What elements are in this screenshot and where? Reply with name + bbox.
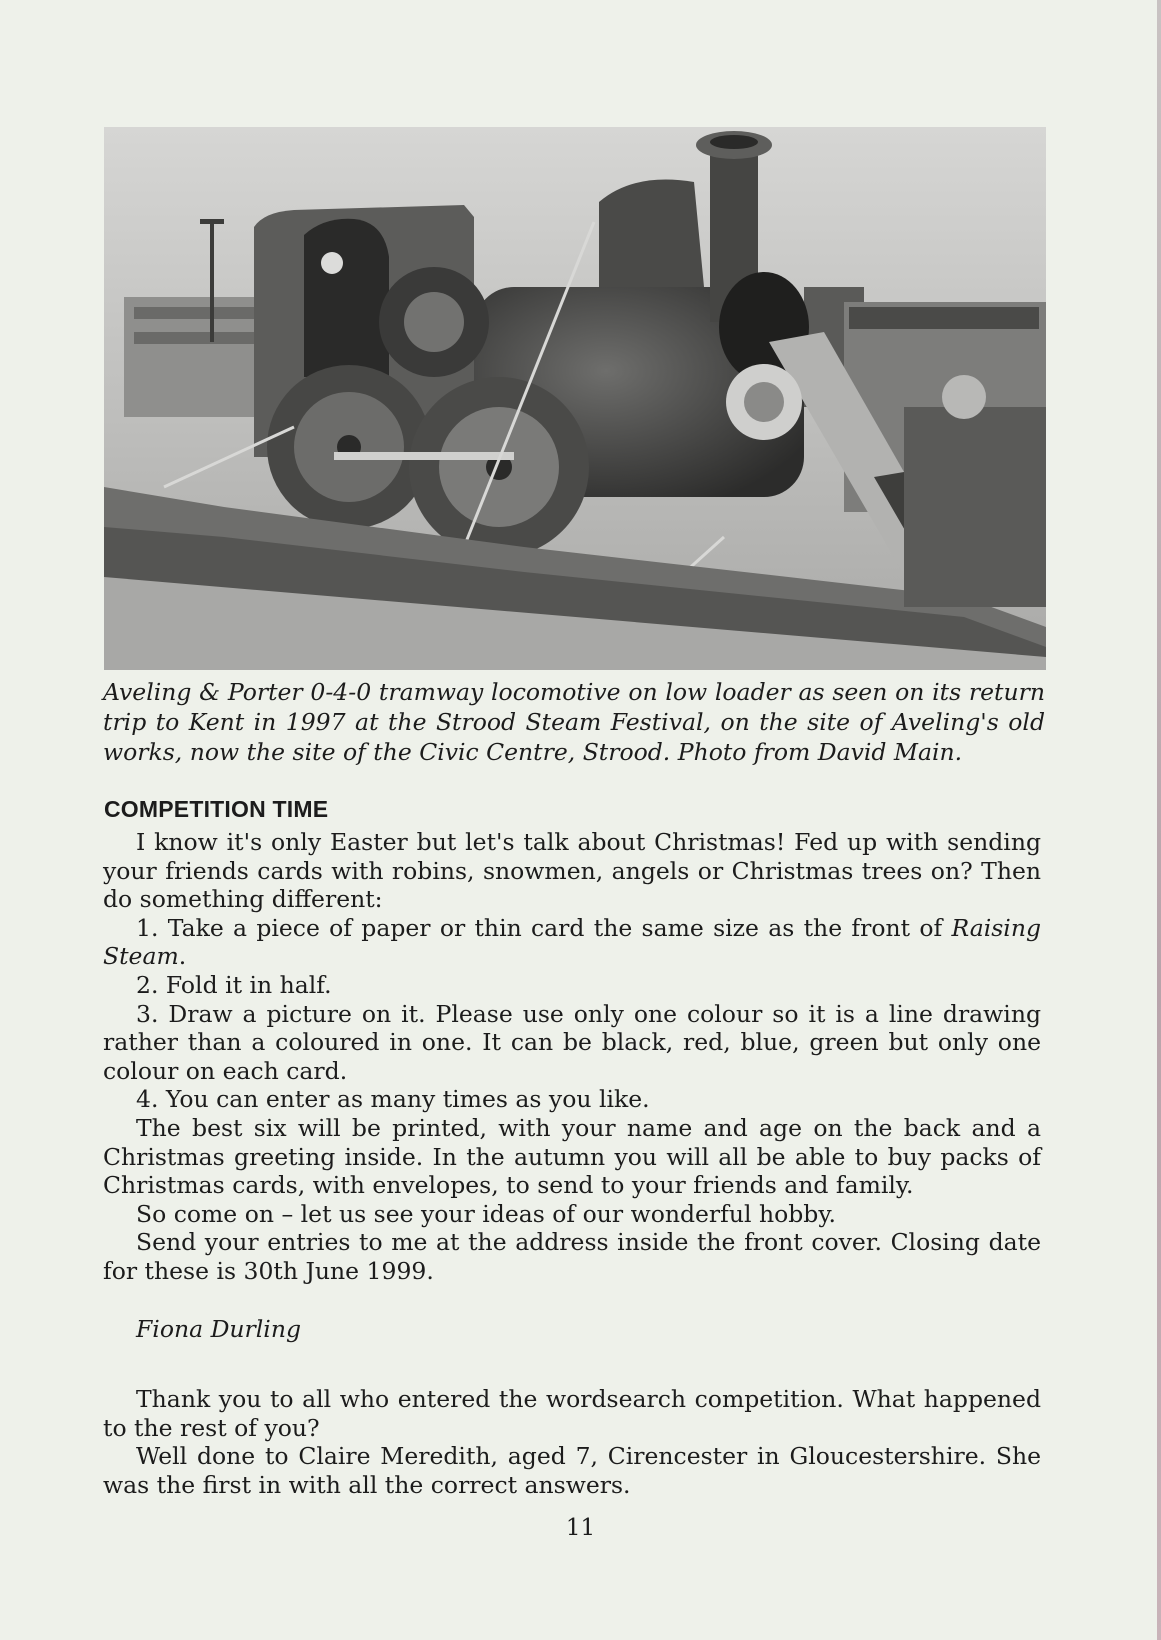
step-1 <box>103 914 1041 971</box>
page-number: 11 <box>565 1515 596 1541</box>
paragraph: I know it's only Easter but let's talk about Christmas! Fed up with sending your friends cards with robins, snowmen, angels or Christmas trees on? Then do something different: <box>103 828 1041 914</box>
signature: Fiona Durling <box>136 1314 302 1343</box>
paragraph: So come on – let us see your ideas of our wonderful hobby. <box>136 1199 836 1228</box>
step-3: 3. Draw a picture on it. Please use only one colour so it is a line drawing rather than a coloured in one. It can be black, red, blue, green but only one colour on each card. <box>103 999 1041 1085</box>
paragraph: The best six will be printed, with your name and age on the back and a Christmas greeting inside. In the autumn you will all be able to buy packs of Christmas cards, with envelopes, to send to your friends and family. <box>103 1113 1041 1200</box>
step-1-suffix: . <box>178 942 187 971</box>
section-heading: COMPETITION TIME <box>104 796 329 822</box>
paragraph: Well done to Claire Meredith, aged 7, Cirencester in Gloucestershire. She was the first in with all the correct answers. <box>103 1442 1041 1499</box>
locomotive-photo <box>104 127 1046 670</box>
photo-caption: Aveling & Porter 0-4-0 tramway locomotive on low loader as seen on its return trip to Kent in 1997 at the Strood Steam Festival, on the site of Aveling's old works, now the site of the Civic Centre, Strood. Photo from David Main. <box>103 678 1045 766</box>
step-1-title: Raising Steam <box>103 913 1041 971</box>
article-body <box>103 828 1041 1499</box>
page-edge <box>1157 0 1161 1640</box>
step-1-prefix: 1. Take a piece of paper or thin card the same size as the front of <box>136 913 952 942</box>
step-2: 2. Fold it in half. <box>136 970 332 999</box>
paragraph: Send your entries to me at the address inside the front cover. Closing date for these is 30th June 1999. <box>103 1228 1041 1285</box>
paragraph: Thank you to all who entered the wordsearch competition. What happened to the rest of you? <box>103 1385 1041 1442</box>
step-4: 4. You can enter as many times as you like. <box>136 1085 650 1114</box>
